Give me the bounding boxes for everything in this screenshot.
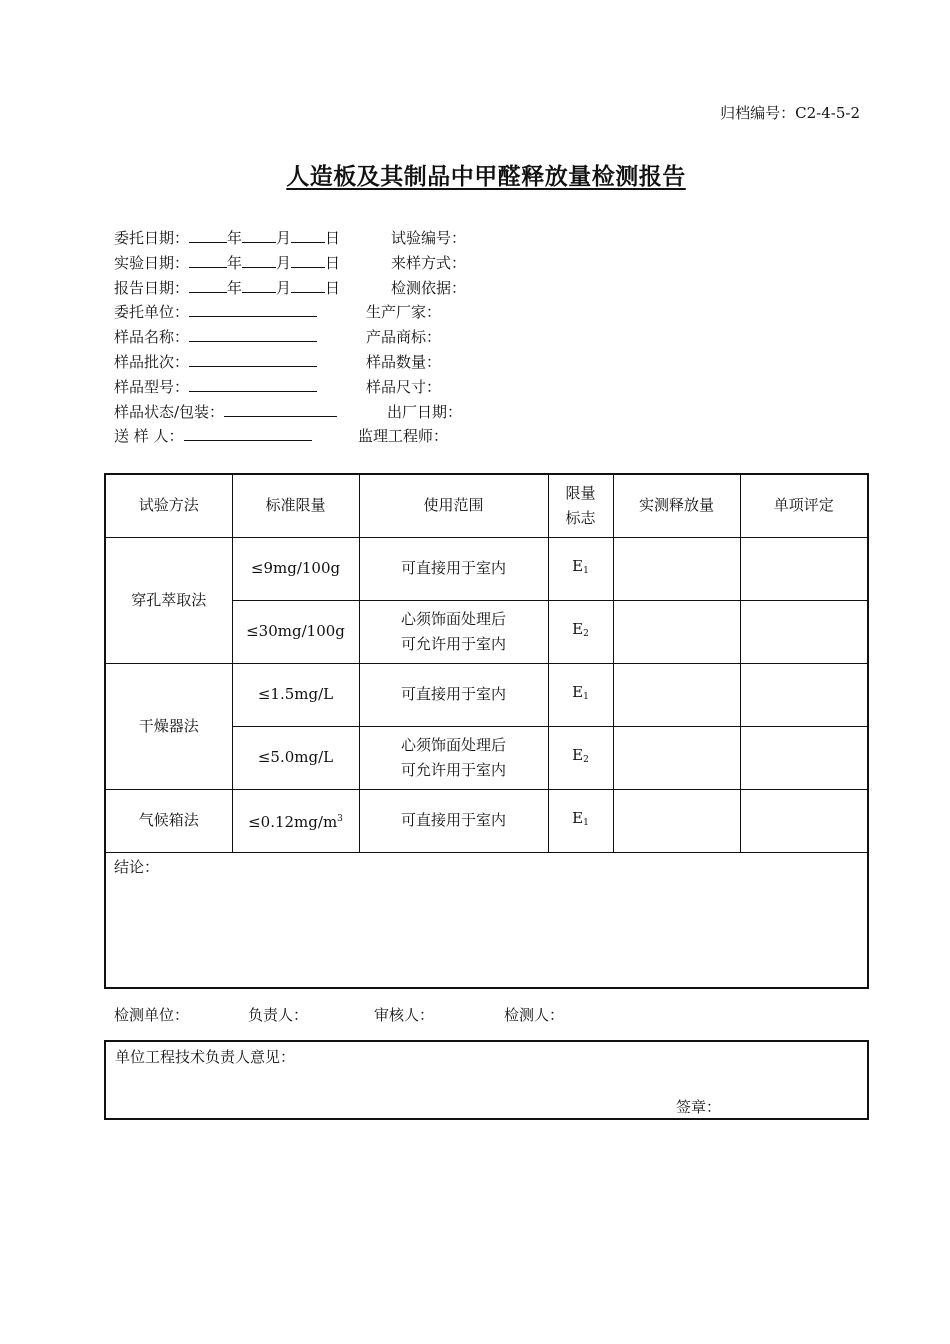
mark-subscript: 1 xyxy=(583,691,589,702)
measured-input[interactable] xyxy=(613,600,740,663)
sender-row xyxy=(114,424,874,449)
year-label: 年 xyxy=(227,253,243,272)
table-header-row xyxy=(105,474,868,537)
header-method: 试验方法 xyxy=(105,474,232,537)
usage-line1: 心须饰面处理后 xyxy=(400,735,506,754)
archive-number: 归档编号：C2-4-5-2 xyxy=(720,104,860,122)
limit-cell: ≤30mg/100g xyxy=(232,600,359,663)
mark-cell xyxy=(548,537,613,600)
measured-input[interactable] xyxy=(613,726,740,789)
test-month-field[interactable] xyxy=(242,251,276,268)
usage-cell: 可直接用于室内 xyxy=(359,663,548,726)
evaluation-input[interactable] xyxy=(740,600,868,663)
test-no-label: 试验编号： xyxy=(391,229,467,247)
entrust-day-field[interactable] xyxy=(291,226,325,243)
month-label: 月 xyxy=(276,229,292,247)
year-label: 年 xyxy=(227,229,243,247)
header-evaluation: 单项评定 xyxy=(740,474,868,537)
day-label: 日 xyxy=(325,278,341,297)
evaluation-input[interactable] xyxy=(740,663,868,726)
mark-cell xyxy=(548,726,613,789)
entrust-month-field[interactable] xyxy=(242,226,276,243)
mark-cell xyxy=(548,789,613,852)
test-results-table xyxy=(104,473,869,989)
usage-line2: 可允许用于室内 xyxy=(400,634,506,653)
info-section xyxy=(114,226,874,449)
mark-text: E xyxy=(572,808,584,827)
limit-cell xyxy=(232,789,359,852)
limit-superscript: 3 xyxy=(337,813,343,824)
table-row xyxy=(105,789,868,852)
sample-name-label: 样品名称： xyxy=(114,328,190,347)
sample-batch-label: 样品批次： xyxy=(114,352,190,371)
report-title: 人造板及其制品中甲醛释放量检测报告 xyxy=(286,164,686,190)
mark-subscript: 1 xyxy=(583,817,589,828)
evaluation-input[interactable] xyxy=(740,537,868,600)
usage-cell: 可直接用于室内 xyxy=(359,789,548,852)
mark-cell xyxy=(548,600,613,663)
limit-cell: ≤9mg/100g xyxy=(232,537,359,600)
sampling-method-label: 来样方式： xyxy=(391,253,467,272)
measured-input[interactable] xyxy=(613,537,740,600)
header-usage: 使用范围 xyxy=(359,474,548,537)
measured-input[interactable] xyxy=(613,663,740,726)
mark-subscript: 2 xyxy=(583,754,589,765)
table-row xyxy=(105,663,868,726)
entrust-unit-label: 委托单位： xyxy=(114,303,190,322)
mark-subscript: 2 xyxy=(583,628,589,639)
trademark-label: 产品商标： xyxy=(366,328,442,347)
conclusion-row xyxy=(105,852,868,988)
measured-input[interactable] xyxy=(613,789,740,852)
report-month-field[interactable] xyxy=(242,276,276,293)
mark-text: E xyxy=(572,619,584,638)
test-date-label: 实验日期： xyxy=(114,253,190,272)
mark-cell xyxy=(548,663,613,726)
usage-cell xyxy=(359,600,548,663)
mark-text: E xyxy=(572,556,584,575)
evaluation-input[interactable] xyxy=(740,789,868,852)
test-date-row xyxy=(114,251,874,276)
signature-footer xyxy=(114,1004,874,1026)
report-date-label: 报告日期： xyxy=(114,278,190,297)
entrust-date-label: 委托日期： xyxy=(114,229,190,247)
day-label: 日 xyxy=(325,229,341,247)
reviewer-label: 审核人： xyxy=(374,1006,435,1024)
method-cell: 干燥器法 xyxy=(105,663,232,789)
method-cell: 穿孔萃取法 xyxy=(105,537,232,663)
entrust-year-field[interactable] xyxy=(189,226,227,243)
report-day-field[interactable] xyxy=(291,276,325,293)
sample-name-field[interactable] xyxy=(189,325,317,342)
sample-batch-row xyxy=(114,350,874,375)
table-row xyxy=(105,537,868,600)
header-mark-line1: 限量 xyxy=(565,483,596,502)
factory-date-label: 出厂日期： xyxy=(387,402,463,421)
evaluation-input[interactable] xyxy=(740,726,868,789)
opinion-box[interactable] xyxy=(104,1040,869,1120)
day-label: 日 xyxy=(325,253,341,272)
sample-model-label: 样品型号： xyxy=(114,377,190,396)
usage-line1: 心须饰面处理后 xyxy=(400,609,506,628)
report-year-field[interactable] xyxy=(189,276,227,293)
mark-subscript: 1 xyxy=(583,565,589,576)
conclusion-label: 结论： xyxy=(114,857,160,876)
sample-state-label: 样品状态/包装： xyxy=(114,402,225,421)
month-label: 月 xyxy=(276,278,292,297)
person-in-charge-label: 负责人： xyxy=(248,1006,309,1024)
usage-cell xyxy=(359,726,548,789)
entrust-unit-field[interactable] xyxy=(189,300,317,317)
usage-cell: 可直接用于室内 xyxy=(359,537,548,600)
sender-field[interactable] xyxy=(184,424,312,441)
sample-state-field[interactable] xyxy=(224,400,337,417)
mark-text: E xyxy=(572,682,584,701)
entrust-unit-row xyxy=(114,300,874,325)
tester-label: 检测人： xyxy=(504,1006,565,1024)
test-basis-label: 检测依据： xyxy=(391,278,467,297)
report-date-row xyxy=(114,276,874,301)
year-label: 年 xyxy=(227,278,243,297)
header-measured: 实测释放量 xyxy=(613,474,740,537)
sample-qty-label: 样品数量： xyxy=(366,352,442,371)
sample-model-field[interactable] xyxy=(189,375,317,392)
month-label: 月 xyxy=(276,253,292,272)
method-cell: 气候箱法 xyxy=(105,789,232,852)
sample-state-row xyxy=(114,400,874,425)
sample-batch-field[interactable] xyxy=(189,350,317,367)
mark-text: E xyxy=(572,745,584,764)
test-day-field[interactable] xyxy=(291,251,325,268)
header-mark xyxy=(548,474,613,537)
sender-label: 送 样 人： xyxy=(114,427,184,446)
sample-name-row xyxy=(114,325,874,350)
test-year-field[interactable] xyxy=(189,251,227,268)
sample-size-label: 样品尺寸： xyxy=(366,377,442,396)
entrust-date-row xyxy=(114,226,874,251)
limit-cell: ≤1.5mg/L xyxy=(232,663,359,726)
opinion-label: 单位工程技术负责人意见： xyxy=(115,1048,296,1066)
limit-cell: ≤5.0mg/L xyxy=(232,726,359,789)
header-mark-line2: 标志 xyxy=(565,508,596,527)
test-unit-label: 检测单位： xyxy=(114,1006,190,1024)
signature-label: 签章： xyxy=(676,1098,722,1116)
usage-line2: 可允许用于室内 xyxy=(400,760,506,779)
manufacturer-label: 生产厂家： xyxy=(366,303,442,322)
sample-model-row xyxy=(114,375,874,400)
limit-text: ≤0.12mg/m xyxy=(248,812,338,831)
supervisor-label: 监理工程师： xyxy=(358,427,449,446)
header-limit: 标准限量 xyxy=(232,474,359,537)
conclusion-cell[interactable] xyxy=(105,852,868,988)
